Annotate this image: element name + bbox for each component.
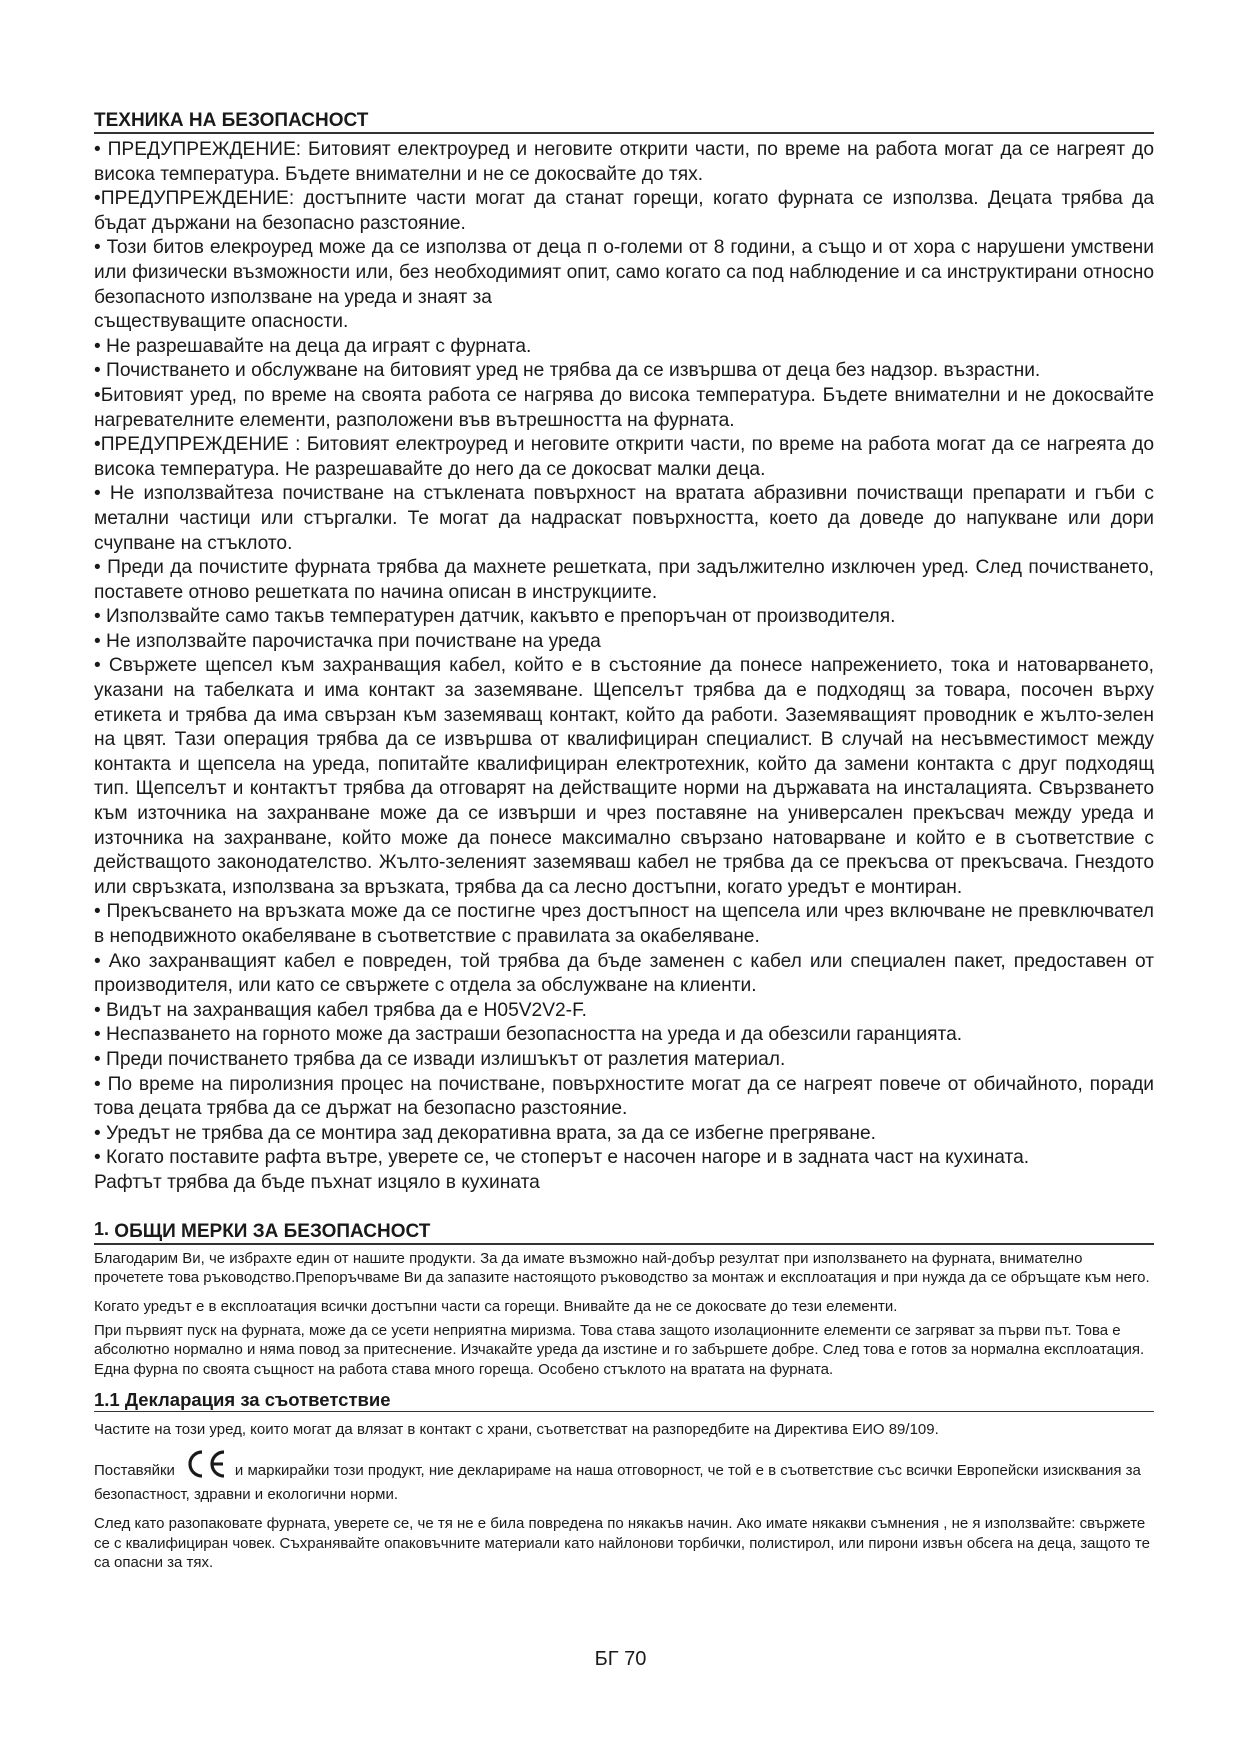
safety-item: • Преди почистването трябва да се извади излишъкът от разлетия материал. <box>94 1048 786 1070</box>
safety-item: •ПРЕДУПРЕЖДЕНИЕ : Битовият електроуред и неговите открити части, по време на работа могат да се нагреята до висока температура. Не разрешавайте до него да се докосват малки деца. <box>94 434 1154 480</box>
general-paragraph: Една фурна по своята същност на работа става много гореща. Особено стъклото на вратата на фурната. <box>94 1360 834 1378</box>
safety-heading: ТЕХНИКА НА БЕЗОПАСНОСТ <box>94 110 1154 134</box>
safety-item: • По време на пиролизния процес на почистване, повърхностите могат да се нагреят повече от обичайното, поради това децата трябва да се държат на безопасно разстояние. <box>94 1073 1154 1120</box>
safety-item: съществуващите опасности. <box>94 311 349 333</box>
general-paragraph: При първият пуск на фурната, може да се усети неприятна миризма. Това става защото изолационните елементи се загряват за първи път. Това е абсолютно нормално и няма повод за притеснение. Изчакайте уреда да изстине и го забършете добре. След това е готов за нормална експлоатация. <box>94 1321 1145 1359</box>
safety-item: • Когато поставите рафта вътре, уверете се, че стоперът е насочен нагоре и в задната част на кухината. <box>94 1147 1030 1169</box>
safety-item: • Свържете щепсел към захранващия кабел, който е в състояние да понесе напрежението, тока и натоварването, указани на табелката и има контакт за заземяване. Щепселът трябва да е подходящ за товара, посочен върху етикета и трябва да има свързан към заземяващ контакт, който да работи. Заземяващият проводник е жълто-зелен на цвят. Тази операция трябва да се извършва от квалифициран специалист. В случай на несъвместимост между контакта и щепсела на уреда, попитайте квалифициран електротехник, който да замени контакта с друг подходящ тип. Щепселът и контактът трябва да отговарят на действащите норми на държавата на инсталацията. Свързването към източника на захранване може да се извърши и чрез поставяне на универсален прекъсвач между уреда и източника на захранване, който може да понесе максимално свързано натоварване и който е в съответствие с действащото законодателство. Жълто-зеленият заземяваш кабел не трябва да се прекъсва от прекъсвача. Гнездото или свръзката, използвана за връзката, трябва да са лесно достъпни, когато уредът е монтиран. <box>94 655 1154 898</box>
safety-item: • Уредът не трябва да се монтира зад декоративна врата, за да се избегне прегряване. <box>94 1122 876 1144</box>
safety-item: • Не използвайтеза почистване на стъклената повърхност на вратата абразивни почистващи препарати и гъби с метални частици или стъргалки. Те могат да надраскат повърхността, което да доведе до напукване или дори счупване на стъклото. <box>94 483 1154 554</box>
safety-item: •ПРЕДУПРЕЖДЕНИЕ: достъпните части могат да станат горещи, когато фурната се използва. Децата трябва да бъдат държани на безопасно разстояние. <box>94 188 1154 234</box>
ce-mark-icon <box>183 1449 227 1484</box>
declaration-ce-after: и маркирайки този продукт, ние декларираме на наша отговорност, че той е в съответствие със всички Европейски изисквания за безопастност, здравни и екологични норми. <box>94 1462 1141 1503</box>
declaration-paragraph-ce <box>94 1449 1154 1504</box>
general-paragraph: Когато уредът е в експлоатация всички достъпни части са горещи. Внивайте да не се докосвате до тези елементи. <box>94 1298 898 1316</box>
safety-list <box>94 138 1154 1196</box>
page-number: БГ 70 <box>594 1648 647 1670</box>
declaration-heading: 1.1 Декларация за съответствие <box>94 1389 1154 1412</box>
general-heading-number: 1. <box>94 1218 110 1239</box>
safety-item: • Почистването и обслужване на битовият уред не трябва да се извършва от деца без надзор. възрастни. <box>94 360 1041 382</box>
safety-item: • Не разрешавайте на деца да играят с фурната. <box>94 335 532 357</box>
safety-item: • Този битов елекроуред може да се използва от деца п о-големи от 8 години, а също и от хора с нарушени умствени или физически възможности или, без необходимият опит, само когато са под наблюдение и са инструктирани относно безопасното използване на уреда и знаят за <box>94 237 1154 308</box>
document-page <box>94 110 1154 1576</box>
safety-item: • Ако захранващият кабел е повреден, той трябва да бъде заменен с кабел или специален пакет, предоставен от производителя, или като се свържете с отдела за обслужване на клиенти. <box>94 950 1154 997</box>
general-heading-title: ОБЩИ МЕРКИ ЗА БЕЗОПАСНОСТ <box>114 1220 431 1242</box>
safety-item: • Не използвайте парочистачка при почистване на уреда <box>94 630 601 652</box>
declaration-paragraphs <box>94 1420 1154 1572</box>
declaration-paragraph: След като разопаковате фурната, уверете се, че тя не е била повредена по някакъв начин. Ако имате някакви съмнения , не я използвайте: свържете се с квалифициран човек. Съхранявайте опаковъчните материали като найлонови торбички, полистирол, или пирони извън обсега на деца, защото те са опасни за тях. <box>94 1515 1150 1571</box>
general-paragraphs <box>94 1249 1154 1379</box>
safety-item: •Битовият уред, по време на своята работа се нагрява до висока температура. Бъдете внимателни и не докосвайте нагревателните елементи, разположени във вътрешността на фурната. <box>94 384 1154 431</box>
safety-item: • ПРЕДУПРЕЖДЕНИЕ: Битовият електроуред и неговите открити части, по време на работа могат да се нагреят до висока температура. Бъдете внимателни и не се докосвайте до тях. <box>94 139 1154 185</box>
safety-item: Рафтът трябва да бъде пъхнат изцяло в кухината <box>94 1171 540 1193</box>
safety-item: • Използвайте само такъв температурен датчик, какъвто е препоръчан от производителя. <box>94 606 896 628</box>
safety-item: • Неспазването на горното може да застраши безопасността на уреда и да обезсили гаранцията. <box>94 1024 963 1046</box>
safety-item: • Прекъсването на връзката може да се постигне чрез достъпност на щепсела или чрез включване не превключвател в неподвижното окабеляване в съответствие с правилата за окабеляване. <box>94 901 1154 947</box>
general-paragraph: Благодарим Ви, че избрахте един от нашите продукти. За да имате възможно най-добър резултат при използването на фурната, внимателно прочетете това ръководство.Препоръчваме Ви да запазите настоящото ръководство за монтаж и експлоатация и при нужда да се обръщате към него. <box>94 1249 1150 1286</box>
declaration-ce-before: Поставяйки <box>94 1462 175 1480</box>
general-heading <box>94 1220 1154 1245</box>
safety-item: • Видът на захранващия кабел трябва да е H05V2V2-F. <box>94 999 587 1021</box>
declaration-paragraph: Частите на този уред, които могат да влязат в контакт с храни, съответстват на разпоредбите на Директива ЕИО 89/109. <box>94 1420 939 1438</box>
safety-item: • Преди да почистите фурната трябва да махнете решетката, при задължително изключен уред. След почистването, поставете отново решетката по начина описан в инструкциите. <box>94 557 1154 603</box>
